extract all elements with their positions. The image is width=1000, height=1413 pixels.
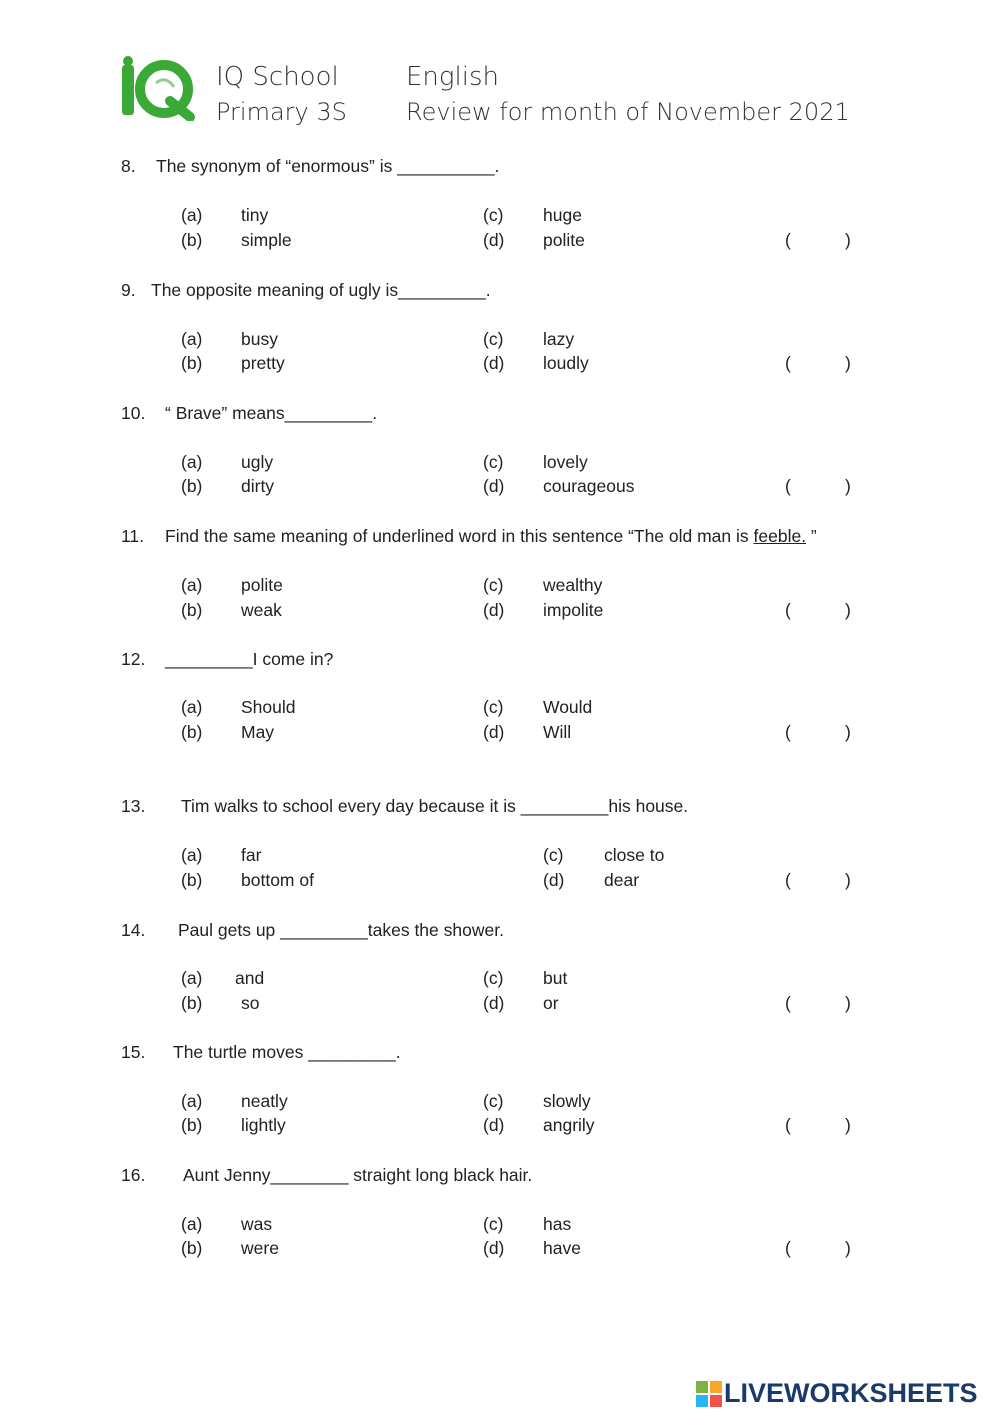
option-a[interactable]: was bbox=[241, 1214, 273, 1234]
option-label: (c) bbox=[483, 329, 504, 349]
option-d[interactable]: dear bbox=[604, 870, 640, 890]
option-d[interactable]: Will bbox=[543, 722, 572, 742]
question-10 bbox=[0, 403, 1000, 513]
option-label: (c) bbox=[483, 1091, 504, 1111]
answer-paren-close: ) bbox=[845, 1238, 851, 1258]
question-stem: _________I come in? bbox=[165, 649, 334, 669]
option-b[interactable]: so bbox=[241, 993, 260, 1013]
question-number: 8. bbox=[121, 156, 136, 176]
option-c[interactable]: lazy bbox=[543, 329, 575, 349]
question-number: 13. bbox=[121, 796, 146, 816]
liveworksheets-brand: LIVEWORKSHEETS bbox=[724, 1378, 978, 1408]
option-a[interactable]: busy bbox=[241, 329, 278, 349]
option-b[interactable]: bottom of bbox=[241, 870, 314, 890]
stem-text: Find the same meaning of underlined word in this sentence “The old man is bbox=[165, 526, 754, 546]
option-d[interactable]: polite bbox=[543, 230, 585, 250]
question-number: 12. bbox=[121, 649, 146, 669]
question-number: 9. bbox=[121, 280, 136, 300]
answer-paren-open: ( bbox=[785, 870, 791, 890]
option-c[interactable]: huge bbox=[543, 205, 582, 225]
option-b[interactable]: weak bbox=[241, 600, 282, 620]
question-8 bbox=[0, 156, 1000, 266]
question-stem bbox=[165, 526, 817, 547]
answer-paren-close: ) bbox=[845, 230, 851, 250]
liveworksheets-footer bbox=[696, 1378, 996, 1410]
option-label: (a) bbox=[181, 329, 203, 349]
option-b[interactable]: May bbox=[241, 722, 275, 742]
answer-paren-open: ( bbox=[785, 1238, 791, 1258]
answer-paren-close: ) bbox=[845, 870, 851, 890]
option-b[interactable]: lightly bbox=[241, 1115, 286, 1135]
option-a[interactable]: Should bbox=[241, 697, 296, 717]
question-stem: Aunt Jenny________ straight long black hair. bbox=[183, 1165, 533, 1185]
option-label: (b) bbox=[181, 870, 203, 890]
page-header bbox=[0, 0, 1000, 140]
option-a[interactable]: ugly bbox=[241, 452, 274, 472]
option-d[interactable]: loudly bbox=[543, 353, 589, 373]
question-9 bbox=[0, 280, 1000, 390]
question-stem: Tim walks to school every day because it is _________his house. bbox=[181, 796, 689, 816]
option-label: (b) bbox=[181, 600, 203, 620]
option-label: (b) bbox=[181, 1115, 203, 1135]
option-label: (b) bbox=[181, 353, 203, 373]
option-d[interactable]: impolite bbox=[543, 600, 604, 620]
question-stem: Paul gets up _________takes the shower. bbox=[178, 920, 504, 940]
option-a[interactable]: far bbox=[241, 845, 262, 865]
answer-paren-close: ) bbox=[845, 722, 851, 742]
option-d[interactable]: or bbox=[543, 993, 559, 1013]
option-c[interactable]: slowly bbox=[543, 1091, 591, 1111]
option-label: (a) bbox=[181, 1091, 203, 1111]
answer-paren-open: ( bbox=[785, 722, 791, 742]
option-a[interactable]: neatly bbox=[241, 1091, 288, 1111]
question-12 bbox=[0, 649, 1000, 759]
option-b[interactable]: were bbox=[241, 1238, 279, 1258]
option-label: (d) bbox=[483, 600, 505, 620]
option-d[interactable]: angrily bbox=[543, 1115, 595, 1135]
option-label: (a) bbox=[181, 575, 203, 595]
option-label: (c) bbox=[483, 697, 504, 717]
answer-paren-open: ( bbox=[785, 600, 791, 620]
question-number: 10. bbox=[121, 403, 146, 423]
option-label: (d) bbox=[483, 230, 505, 250]
liveworksheets-logo-icon bbox=[696, 1381, 722, 1407]
answer-paren-close: ) bbox=[845, 600, 851, 620]
option-c[interactable]: Would bbox=[543, 697, 593, 717]
underlined-word: feeble. bbox=[753, 526, 807, 546]
iq-school-logo bbox=[120, 55, 196, 121]
question-16 bbox=[0, 1165, 1000, 1275]
option-a[interactable]: and bbox=[235, 968, 265, 988]
question-15 bbox=[0, 1042, 1000, 1152]
question-14 bbox=[0, 920, 1000, 1030]
option-label: (d) bbox=[483, 1238, 505, 1258]
question-11 bbox=[0, 526, 1000, 636]
option-label: (c) bbox=[483, 968, 504, 988]
option-label: (d) bbox=[483, 353, 505, 373]
option-label: (b) bbox=[181, 993, 203, 1013]
question-13 bbox=[0, 796, 1000, 906]
answer-paren-open: ( bbox=[785, 353, 791, 373]
option-label: (d) bbox=[483, 993, 505, 1013]
option-c[interactable]: has bbox=[543, 1214, 572, 1234]
option-c[interactable]: wealthy bbox=[543, 575, 603, 595]
option-label: (c) bbox=[543, 845, 564, 865]
option-label: (b) bbox=[181, 1238, 203, 1258]
option-a[interactable]: tiny bbox=[241, 205, 269, 225]
question-stem: The opposite meaning of ugly is_________. bbox=[151, 280, 491, 300]
question-number: 14. bbox=[121, 920, 146, 940]
option-b[interactable]: pretty bbox=[241, 353, 285, 373]
answer-paren-close: ) bbox=[845, 993, 851, 1013]
option-c[interactable]: but bbox=[543, 968, 568, 988]
option-c[interactable]: lovely bbox=[543, 452, 588, 472]
option-label: (b) bbox=[181, 722, 203, 742]
option-label: (c) bbox=[483, 575, 504, 595]
option-label: (d) bbox=[483, 476, 505, 496]
answer-paren-open: ( bbox=[785, 1115, 791, 1135]
option-label: (d) bbox=[483, 1115, 505, 1135]
question-stem: The synonym of “enormous” is __________. bbox=[156, 156, 500, 176]
option-a[interactable]: polite bbox=[241, 575, 283, 595]
option-c[interactable]: close to bbox=[604, 845, 665, 865]
option-label: (a) bbox=[181, 845, 203, 865]
answer-paren-close: ) bbox=[845, 353, 851, 373]
option-label: (a) bbox=[181, 205, 203, 225]
answer-paren-close: ) bbox=[845, 476, 851, 496]
question-stem: “ Brave” means_________. bbox=[165, 403, 378, 423]
class-name: Primary 3S bbox=[216, 98, 347, 126]
stem-text-end: ” bbox=[806, 526, 817, 546]
question-number: 11. bbox=[121, 526, 145, 546]
option-label: (a) bbox=[181, 1214, 203, 1234]
option-label: (b) bbox=[181, 476, 203, 496]
option-label: (d) bbox=[483, 722, 505, 742]
answer-paren-open: ( bbox=[785, 476, 791, 496]
option-d[interactable]: have bbox=[543, 1238, 581, 1258]
option-label: (c) bbox=[483, 452, 504, 472]
review-title: Review for month of November 2021 bbox=[406, 98, 850, 126]
option-b[interactable]: dirty bbox=[241, 476, 275, 496]
option-label: (a) bbox=[181, 968, 203, 988]
option-b[interactable]: simple bbox=[241, 230, 292, 250]
answer-paren-open: ( bbox=[785, 993, 791, 1013]
question-stem: The turtle moves _________. bbox=[173, 1042, 401, 1062]
answer-paren-close: ) bbox=[845, 1115, 851, 1135]
option-label: (c) bbox=[483, 1214, 504, 1234]
option-d[interactable]: courageous bbox=[543, 476, 635, 496]
option-label: (d) bbox=[543, 870, 565, 890]
answer-paren-open: ( bbox=[785, 230, 791, 250]
option-label: (a) bbox=[181, 452, 203, 472]
option-label: (c) bbox=[483, 205, 504, 225]
option-label: (b) bbox=[181, 230, 203, 250]
subject: English bbox=[406, 62, 499, 92]
question-number: 16. bbox=[121, 1165, 146, 1185]
school-name: IQ School bbox=[216, 62, 339, 92]
question-number: 15. bbox=[121, 1042, 146, 1062]
option-label: (a) bbox=[181, 697, 203, 717]
